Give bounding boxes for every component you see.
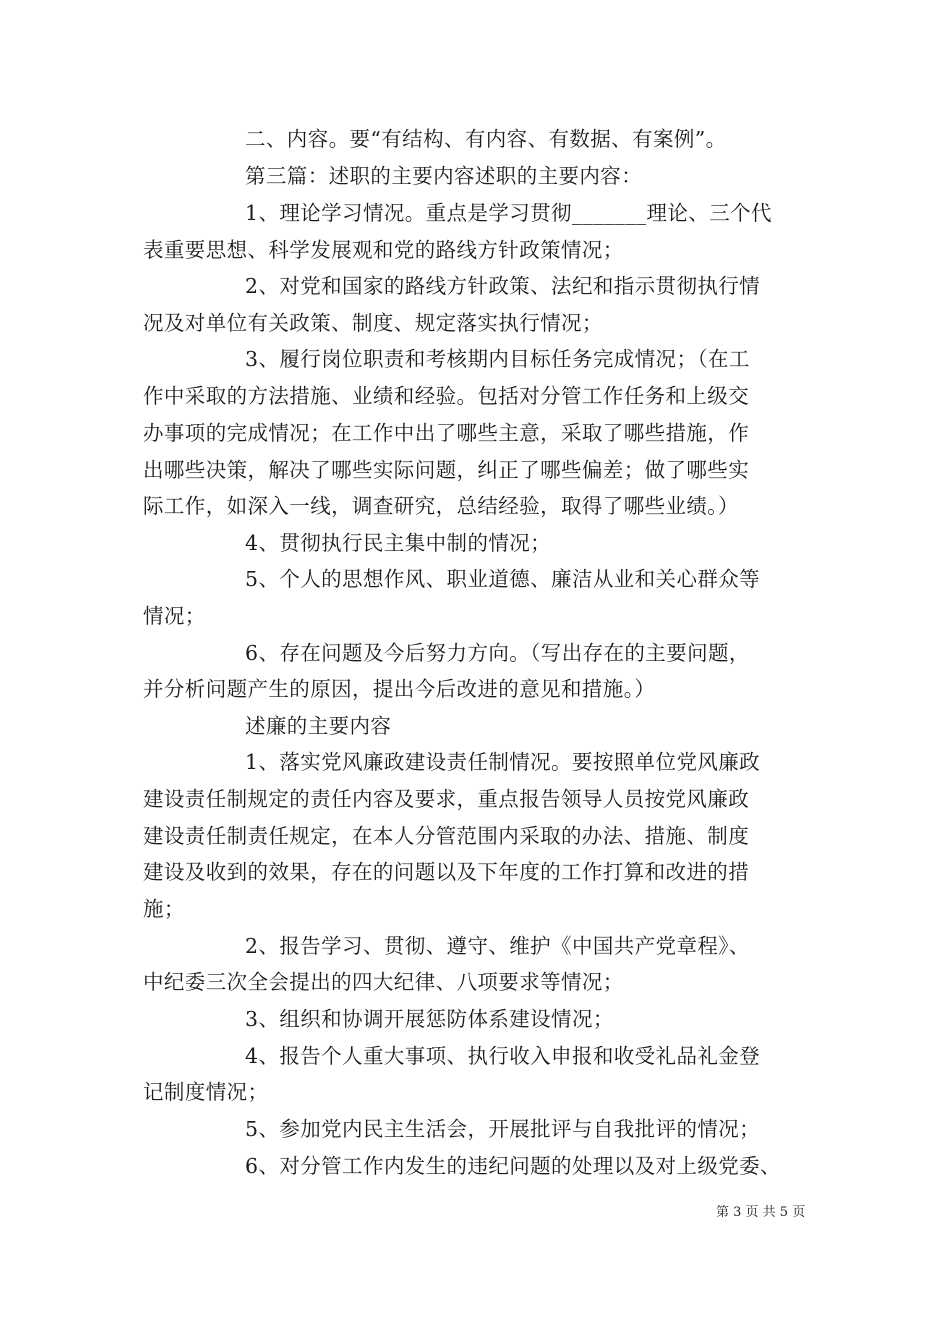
- text-line: 出哪些决策，解决了哪些实际问题，纠正了哪些偏差；做了哪些实: [143, 458, 750, 482]
- text-line: 1、理论学习情况。重点是学习贯彻_______理论、三个代: [245, 201, 772, 225]
- text-line: 5、参加党内民主生活会，开展批评与自我批评的情况；: [245, 1117, 761, 1141]
- text-line: 际工作，如深入一线，调查研究，总结经验，取得了哪些业绩。）: [143, 494, 739, 518]
- text-line: 4、报告个人重大事项、执行收入申报和收受礼品礼金登: [245, 1044, 761, 1068]
- text-line: 办事项的完成情况；在工作中出了哪些主意，采取了哪些措施，作: [143, 421, 750, 445]
- text-line: 况及对单位有关政策、制度、规定落实执行情况；: [143, 311, 603, 335]
- text-line: 1、落实党风廉政建设责任制情况。要按照单位党风廉政: [245, 750, 761, 774]
- text-line: 中纪委三次全会提出的四大纪律、八项要求等情况；: [143, 970, 624, 994]
- text-line: 二、内容。要“有结构、有内容、有数据、有案例”。: [245, 127, 727, 151]
- text-line: 表重要思想、科学发展观和党的路线方针政策情况；: [143, 238, 624, 262]
- text-line: 并分析问题产生的原因，提出今后改进的意见和措施。）: [143, 677, 656, 701]
- page-footer: 第 3 页 共 5 页: [716, 1205, 806, 1220]
- text-line: 建设责任制规定的责任内容及要求，重点报告领导人员按党风廉政: [143, 787, 750, 811]
- text-line: 建设责任制责任规定，在本人分管范围内采取的办法、措施、制度: [143, 824, 750, 848]
- text-line: 4、贯彻执行民主集中制的情况；: [245, 531, 552, 555]
- text-line: 3、履行岗位职责和考核期内目标任务完成情况；（在工: [245, 347, 750, 371]
- text-line: 3、组织和协调开展惩防体系建设情况；: [245, 1007, 614, 1031]
- text-line: 第三篇：述职的主要内容述职的主要内容：: [245, 164, 643, 188]
- section-heading: 述廉的主要内容: [245, 714, 392, 738]
- text-line: 6、存在问题及今后努力方向。（写出存在的主要问题，: [245, 641, 750, 665]
- text-line: 施；: [143, 897, 185, 921]
- text-line: 5、个人的思想作风、职业道德、廉洁从业和关心群众等: [245, 567, 761, 591]
- text-line: 作中采取的方法措施、业绩和经验。包括对分管工作任务和上级交: [143, 384, 750, 408]
- text-line: 记制度情况；: [143, 1080, 269, 1104]
- text-line: 6、对分管工作内发生的违纪问题的处理以及对上级党委、: [245, 1154, 781, 1178]
- text-line: 建设及收到的效果，存在的问题以及下年度的工作打算和改进的措: [143, 860, 750, 884]
- text-line: 2、报告学习、贯彻、遵守、维护《中国共产党章程》、: [245, 934, 750, 958]
- text-line: 2、对党和国家的路线方针政策、法纪和指示贯彻执行情: [245, 274, 761, 298]
- text-line: 情况；: [143, 604, 206, 628]
